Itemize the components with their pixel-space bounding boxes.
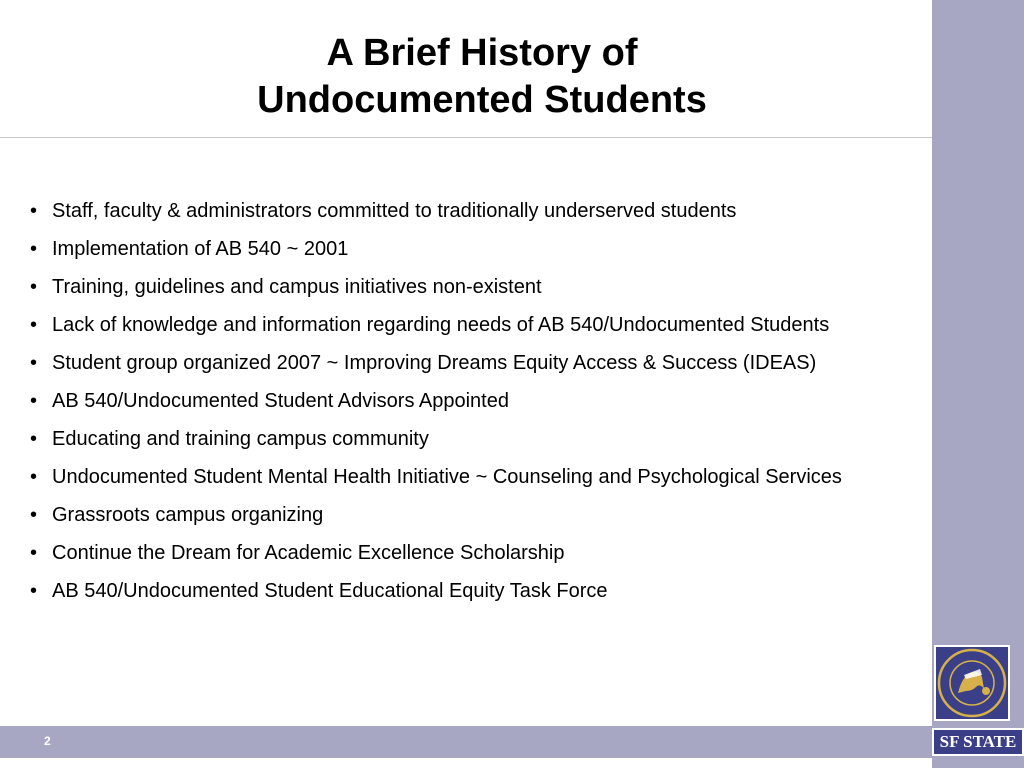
bullet-text: Grassroots campus organizing bbox=[52, 504, 324, 526]
bullet-text: Undocumented Student Mental Health Initiative ~ Counseling and Psychological Services bbox=[52, 466, 842, 488]
bullet-icon: • bbox=[30, 580, 38, 602]
bullet-icon: • bbox=[30, 466, 38, 488]
bullet-item bbox=[30, 502, 910, 529]
bullet-icon: • bbox=[30, 276, 38, 298]
bullet-icon: • bbox=[30, 428, 38, 450]
bullet-item bbox=[30, 350, 910, 377]
slide-title-line-1: A Brief History of bbox=[326, 32, 638, 74]
bullet-item bbox=[30, 464, 910, 491]
bullet-icon: • bbox=[30, 314, 38, 336]
bullet-text: Educating and training campus community bbox=[52, 428, 429, 450]
bullet-item bbox=[30, 312, 910, 339]
footer-band bbox=[0, 726, 932, 758]
bullet-item bbox=[30, 578, 910, 605]
bullet-item bbox=[30, 388, 910, 415]
bullet-icon: • bbox=[30, 504, 38, 526]
bullet-icon: • bbox=[30, 542, 38, 564]
bullet-item bbox=[30, 236, 910, 263]
bullet-item bbox=[30, 540, 910, 567]
slide-title-line-2: Undocumented Students bbox=[257, 79, 707, 121]
bullet-text: AB 540/Undocumented Student Advisors Appointed bbox=[52, 390, 509, 412]
bullet-item bbox=[30, 426, 910, 453]
bullet-text: Student group organized 2007 ~ Improving Dreams Equity Access & Success (IDEAS) bbox=[52, 352, 817, 374]
bullet-text: Training, guidelines and campus initiatives non-existent bbox=[52, 276, 542, 298]
bullet-icon: • bbox=[30, 352, 38, 374]
university-seal-icon bbox=[934, 645, 1010, 721]
page-number: 2 bbox=[44, 734, 51, 748]
bullet-item bbox=[30, 198, 910, 225]
bullet-item bbox=[30, 274, 910, 301]
bullet-icon: • bbox=[30, 238, 38, 260]
slide-title bbox=[0, 30, 964, 124]
bullet-text: Continue the Dream for Academic Excellence Scholarship bbox=[52, 542, 565, 564]
bullet-text: Lack of knowledge and information regarding needs of AB 540/Undocumented Students bbox=[52, 314, 830, 336]
bullet-list bbox=[30, 198, 910, 616]
title-divider bbox=[0, 137, 932, 138]
bullet-icon: • bbox=[30, 390, 38, 412]
sf-state-wordmark: SF STATE bbox=[932, 728, 1024, 756]
seal-graphic bbox=[936, 647, 1008, 719]
bullet-text: Staff, faculty & administrators committed to traditionally underserved students bbox=[52, 200, 737, 222]
bullet-text: Implementation of AB 540 ~ 2001 bbox=[52, 238, 349, 260]
bullet-text: AB 540/Undocumented Student Educational Equity Task Force bbox=[52, 580, 608, 602]
bullet-icon: • bbox=[30, 200, 38, 222]
